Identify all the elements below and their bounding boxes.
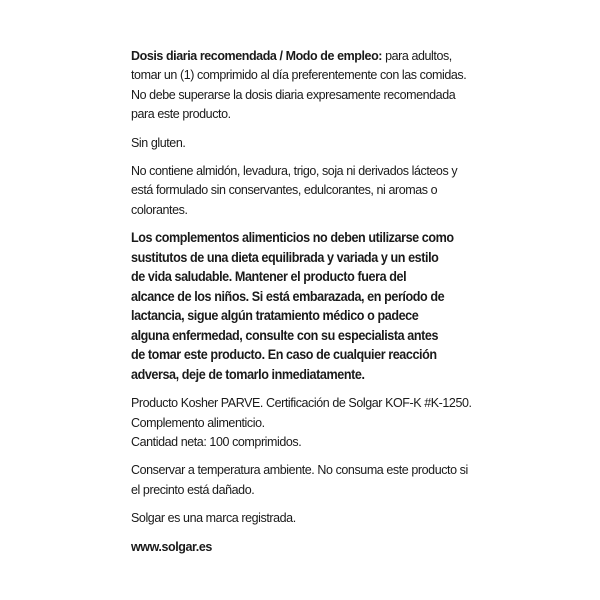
kosher-certification-line: Producto Kosher PARVE. Certificación de Solgar KOF-K #K-1250. [131, 395, 472, 411]
warning-line-4: alcance de los niños. Si está embarazada, en período de [131, 288, 445, 304]
ingredients-line-3: colorantes. [131, 201, 188, 217]
product-label-text [131, 46, 507, 556]
product-info-paragraph [131, 393, 507, 451]
dosage-line-3: No debe superarse la dosis diaria expresamente recomendada [131, 86, 456, 102]
warning-line-2: sustitutos de una dieta equilibrada y variada y un estilo [131, 249, 439, 265]
storage-line-1: Conservar a temperatura ambiente. No consuma este producto si [131, 462, 468, 478]
net-quantity-line: Cantidad neta: 100 comprimidos. [131, 434, 302, 450]
website-url: www.solgar.es [131, 538, 212, 554]
trademark-paragraph [131, 508, 507, 527]
dosage-paragraph [131, 46, 507, 124]
warning-paragraph [131, 228, 507, 384]
product-type-line: Complemento alimenticio. [131, 414, 265, 430]
dosage-line-1 [131, 46, 507, 65]
warning-line-8: adversa, deje de tomarlo inmediatamente. [131, 366, 365, 382]
warning-line-7: de tomar este producto. En caso de cualquier reacción [131, 347, 437, 363]
website-paragraph [131, 537, 507, 556]
gluten-line: Sin gluten. [131, 134, 186, 150]
warning-line-1: Los complementos alimenticios no deben utilizarse como [131, 230, 454, 246]
warning-line-6: alguna enfermedad, consulte con su especialista antes [131, 327, 439, 343]
dosage-line-4: para este producto. [131, 106, 231, 122]
dosage-line-2: tomar un (1) comprimido al día preferentemente con las comidas. [131, 67, 467, 83]
storage-line-2: el precinto está dañado. [131, 481, 255, 497]
warning-line-5: lactancia, sigue algún tratamiento médico o padece [131, 308, 419, 324]
ingredients-line-1: No contiene almidón, levadura, trigo, soja ni derivados lácteos y [131, 163, 458, 179]
dosage-line-1-rest: para adultos, [382, 48, 452, 63]
gluten-paragraph [131, 133, 507, 152]
storage-paragraph [131, 460, 507, 499]
dosage-heading: Dosis diaria recomendada / Modo de empleo: [131, 48, 383, 63]
ingredients-line-2: está formulado sin conservantes, edulcorantes, ni aromas o [131, 182, 438, 198]
warning-line-3: de vida saludable. Mantener el producto fuera del [131, 269, 407, 285]
trademark-line: Solgar es una marca registrada. [131, 510, 296, 526]
ingredients-paragraph [131, 161, 507, 219]
